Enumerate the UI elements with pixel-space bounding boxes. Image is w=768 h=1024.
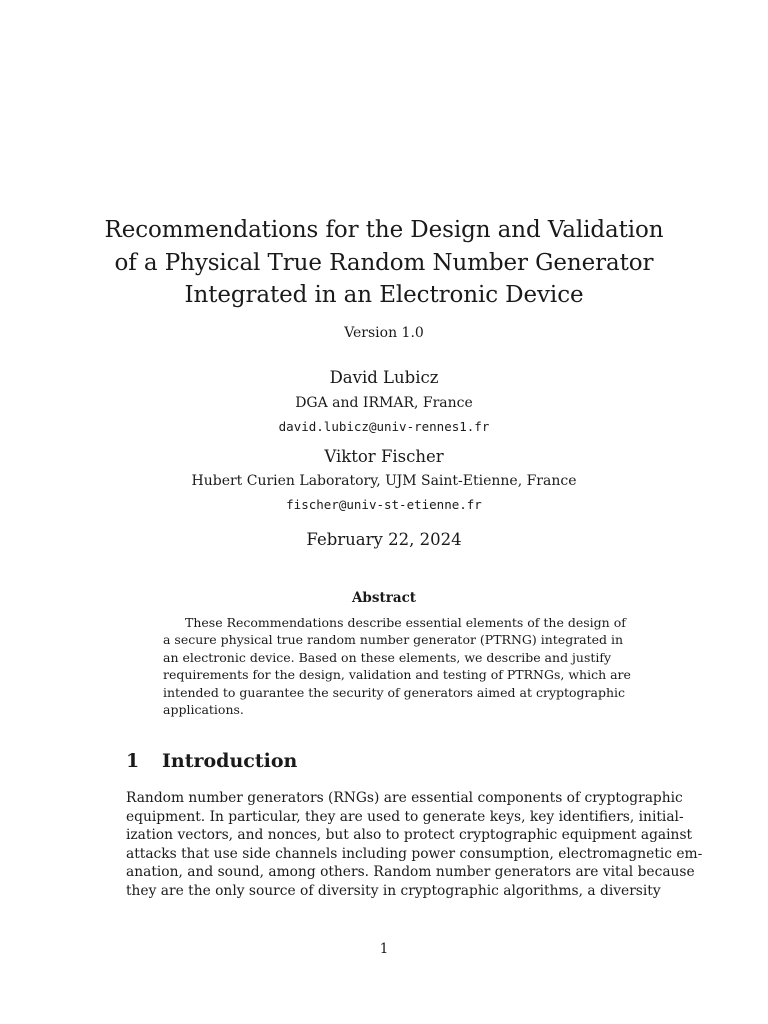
body-line: ization vectors, and nonces, but also to protect cryptographic equipment against: [126, 827, 693, 843]
author-affiliation: Hubert Curien Laboratory, UJM Saint-Etienne, France: [191, 473, 577, 489]
section-title: Introduction: [162, 750, 298, 772]
author-name: David Lubicz: [329, 368, 439, 387]
abstract-line: a secure physical true random number generator (PTRNG) integrated in: [163, 632, 624, 648]
section-body: [126, 789, 703, 900]
body-line: they are the only source of diversity in cryptographic algorithms, a diversity: [126, 882, 661, 899]
author-affiliation: DGA and IRMAR, France: [295, 395, 473, 411]
body-line: Random number generators (RNGs) are essential components of cryptographic: [126, 790, 683, 806]
section-number: 1: [126, 750, 140, 772]
paper-date: February 22, 2024: [306, 530, 462, 549]
title-line: Integrated in an Electronic Device: [184, 282, 584, 308]
author-name: Viktor Fischer: [324, 447, 444, 466]
title-line: of a Physical True Random Number Generator: [114, 249, 654, 276]
abstract-line: intended to guarantee the security of generators aimed at cryptographic: [163, 684, 626, 700]
title-line: Recommendations for the Design and Validation: [104, 217, 664, 243]
abstract-line: requirements for the design, validation and testing of PTRNGs, which are: [163, 667, 631, 683]
body-line: equipment. In particular, they are used to generate keys, key identifiers, initial-: [126, 808, 684, 825]
abstract-heading: Abstract: [351, 590, 417, 606]
paper-title: [0, 214, 768, 312]
body-line: anation, and sound, among others. Random number generators are vital because: [126, 864, 695, 880]
abstract-line: applications.: [163, 702, 244, 718]
version-label: Version 1.0: [344, 325, 424, 341]
author-email: fischer@univ-st-etienne.fr: [286, 497, 482, 512]
abstract-line: an electronic device. Based on these elements, we describe and justify: [163, 649, 612, 665]
page-number: 1: [379, 941, 389, 957]
abstract-line: These Recommendations describe essential elements of the design of: [185, 615, 626, 630]
author-email: david.lubicz@univ-rennes1.fr: [278, 419, 490, 434]
section-heading: [126, 748, 297, 774]
abstract-body: [163, 614, 631, 718]
body-line: attacks that use side channels including power consumption, electromagnetic em-: [126, 845, 703, 862]
